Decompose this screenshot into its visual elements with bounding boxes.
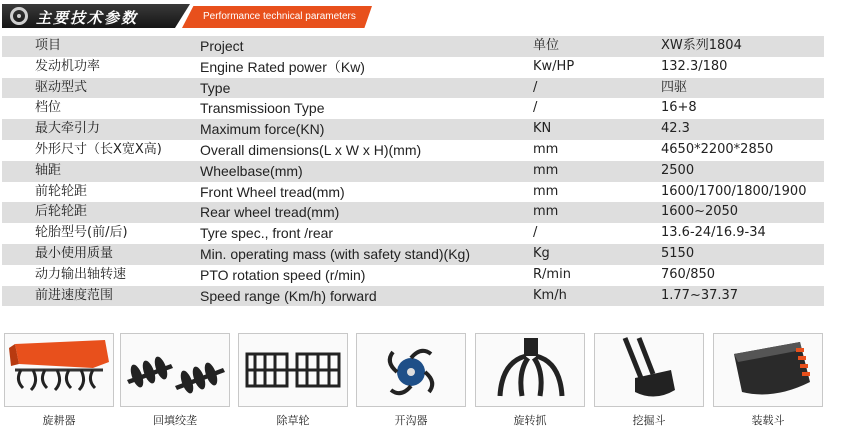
table-row: [2, 140, 824, 161]
section-subtitle: Performance technical parameters: [203, 11, 356, 22]
auger-icon: [120, 333, 230, 407]
implement-card: [713, 333, 823, 427]
table-row: [2, 161, 824, 182]
implement-card: [120, 333, 230, 427]
cell-item-en: Project: [200, 38, 244, 54]
cell-item-cn: 驱动型式: [35, 79, 88, 95]
cell-item-en: Rear wheel tread(mm): [200, 204, 340, 221]
weeding-wheel-icon: [238, 333, 348, 407]
table-row: [2, 119, 824, 140]
cell-unit: KN: [533, 121, 552, 137]
cell-item-cn: 项目: [35, 38, 62, 53]
implement-label: 旋耕器: [42, 414, 76, 427]
cell-unit: mm: [533, 183, 559, 199]
implement-card: [594, 333, 704, 427]
implement-label: 装载斗: [751, 414, 785, 427]
cell-value: 4650*2200*2850: [661, 141, 774, 157]
cell-unit: R/min: [533, 266, 571, 282]
cell-item-en: Speed range (Km/h) forward: [200, 287, 377, 304]
table-row: [2, 265, 824, 286]
cell-value: 5150: [661, 245, 695, 261]
cell-value: 13.6-24/16.9-34: [661, 225, 766, 241]
cell-item-cn: 前进速度范围: [35, 287, 114, 303]
cell-item-cn: 动力输出轴转速: [35, 266, 127, 282]
implement-card: [475, 333, 585, 427]
implement-label: 回填绞垄: [153, 414, 197, 427]
cell-value: 2500: [661, 162, 695, 178]
cell-value: 16+8: [661, 100, 697, 116]
cell-item-cn: 档位: [35, 100, 62, 116]
table-row: [2, 57, 824, 78]
cell-unit: 单位: [533, 38, 560, 53]
cell-item-cn: 前轮轮距: [35, 183, 88, 199]
table-row: [2, 202, 824, 223]
table-row: [2, 286, 824, 307]
cell-item-en: Type: [200, 79, 231, 96]
table-row: [2, 78, 824, 99]
cell-item-cn: 发动机功率: [35, 58, 101, 74]
cell-item-en: Min. operating mass (with safety stand)(Kg): [200, 245, 470, 262]
cell-item-cn: 最大牵引力: [35, 121, 101, 137]
implement-label: 旋转抓: [513, 414, 547, 427]
excavator-bucket-icon: [594, 333, 704, 407]
cell-unit: /: [533, 225, 538, 241]
table-row: [2, 244, 824, 265]
implement-label: 挖掘斗: [632, 414, 666, 427]
implement-card: [238, 333, 348, 427]
implements-gallery: [0, 333, 846, 439]
cell-value: 42.3: [661, 121, 690, 137]
cell-unit: mm: [533, 162, 559, 178]
cell-unit: /: [533, 79, 538, 95]
section-header: [0, 0, 846, 34]
cell-item-cn: 轮胎型号(前/后): [35, 225, 128, 241]
cell-unit: Kg: [533, 245, 550, 261]
cell-item-cn: 轴距: [35, 162, 62, 178]
gear-icon: [10, 7, 28, 25]
table-row: [2, 223, 824, 244]
specs-table: [2, 36, 824, 306]
rotary-tiller-icon: [4, 333, 114, 407]
cell-item-en: Engine Rated power（Kw): [200, 58, 365, 75]
cell-value: 1600/1700/1800/1900: [661, 183, 807, 199]
cell-value: 132.3/180: [661, 58, 728, 74]
cell-item-en: PTO rotation speed (r/min): [200, 266, 366, 283]
loader-bucket-icon: [713, 333, 823, 407]
cell-item-cn: 外形尺寸（长X宽X高): [35, 141, 162, 157]
cell-item-en: Maximum force(KN): [200, 121, 325, 138]
section-title: 主要技术参数: [36, 9, 139, 27]
cell-unit: Kw/HP: [533, 58, 575, 74]
ditcher-icon: [356, 333, 466, 407]
cell-item-cn: 后轮轮距: [35, 204, 88, 220]
cell-value: 1600~2050: [661, 204, 739, 220]
cell-item-en: Wheelbase(mm): [200, 162, 303, 179]
rotating-grapple-icon: [475, 333, 585, 407]
cell-value: 760/850: [661, 266, 716, 282]
cell-item-en: Overall dimensions(L x W x H)(mm): [200, 141, 422, 158]
implement-card: [4, 333, 114, 427]
cell-value: XW系列1804: [661, 38, 742, 53]
implement-label: 开沟器: [394, 414, 428, 427]
cell-value: 四驱: [661, 79, 688, 95]
cell-unit: Km/h: [533, 287, 567, 303]
implement-label: 除草轮: [276, 414, 310, 427]
cell-unit: mm: [533, 204, 559, 220]
cell-item-en: Tyre spec., front /rear: [200, 225, 334, 242]
cell-item-en: Transmissioon Type: [200, 100, 325, 117]
cell-item-cn: 最小使用质量: [35, 245, 114, 261]
table-row: [2, 182, 824, 203]
implement-card: [356, 333, 466, 427]
cell-value: 1.77~37.37: [661, 287, 739, 303]
cell-item-en: Front Wheel tread(mm): [200, 183, 345, 200]
cell-unit: /: [533, 100, 538, 116]
table-row: [2, 36, 824, 57]
table-row: [2, 98, 824, 119]
cell-unit: mm: [533, 141, 559, 157]
